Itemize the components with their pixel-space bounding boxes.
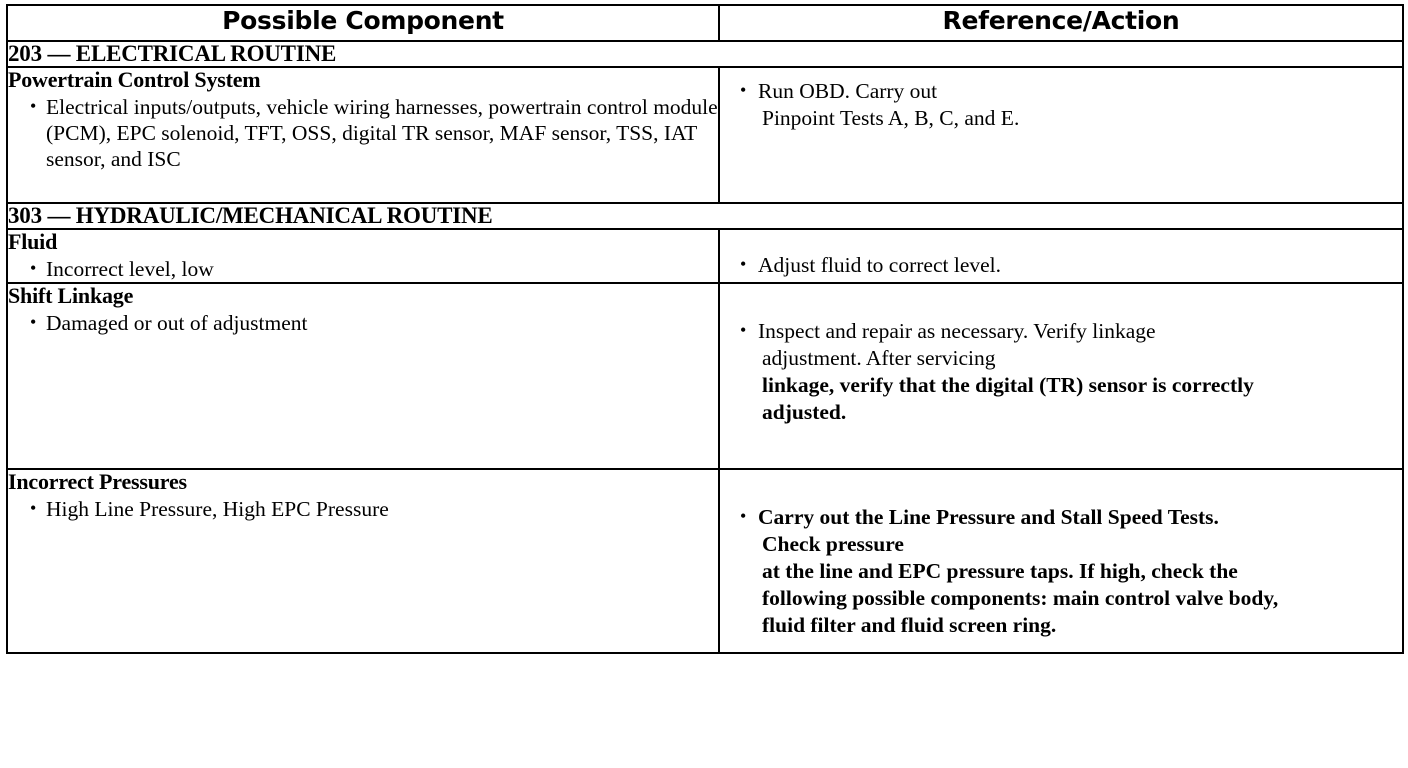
component-bullet-list bbox=[8, 310, 718, 336]
action-line: Pinpoint Tests A, B, C, and E. bbox=[762, 106, 1020, 130]
table-row bbox=[7, 229, 1403, 283]
list-item bbox=[740, 318, 1402, 426]
action-line: adjustment. After servicing bbox=[762, 346, 996, 370]
list-item: • Incorrect level, low bbox=[30, 256, 718, 282]
component-title: Shift Linkage bbox=[8, 283, 134, 308]
list-item: • Damaged or out of adjustment bbox=[30, 310, 718, 336]
action-cell-shift-linkage bbox=[719, 283, 1403, 469]
section-band-electrical-routine: 203 — ELECTRICAL ROUTINE bbox=[7, 41, 1403, 67]
action-cell-powertrain-control-system bbox=[719, 67, 1403, 203]
action-line: fluid filter and fluid screen ring. bbox=[762, 613, 1057, 637]
action-line: Check pressure bbox=[762, 532, 904, 556]
table-header-row bbox=[7, 5, 1403, 41]
component-title: Incorrect Pressures bbox=[8, 469, 187, 494]
component-cell-shift-linkage bbox=[7, 283, 719, 469]
action-line: Carry out the Line Pressure and Stall Speed Tests. bbox=[758, 505, 1219, 529]
list-item bbox=[740, 504, 1402, 639]
component-title: Fluid bbox=[8, 229, 58, 254]
table-row bbox=[7, 469, 1403, 653]
action-line: linkage, verify that the digital (TR) sensor is correctly bbox=[762, 373, 1254, 397]
table-row bbox=[7, 67, 1403, 203]
list-item: • Electrical inputs/outputs, vehicle wiring harnesses, powertrain control module (PCM), EPC solenoid, TFT, OSS, digital TR sensor, MAF sensor, TSS, IAT sensor, and ISC bbox=[30, 94, 718, 172]
list-item: • High Line Pressure, High EPC Pressure bbox=[30, 496, 718, 522]
list-item bbox=[740, 78, 1402, 132]
diagnostic-table bbox=[6, 4, 1404, 654]
action-bullet-list bbox=[740, 68, 1402, 132]
action-cell-incorrect-pressures bbox=[719, 469, 1403, 653]
component-cell-powertrain-control-system bbox=[7, 67, 719, 203]
action-line: at the line and EPC pressure taps. If high, check the bbox=[762, 559, 1238, 583]
section-band-row bbox=[7, 203, 1403, 229]
column-header-possible-component: Possible Component bbox=[7, 5, 719, 41]
table-row bbox=[7, 283, 1403, 469]
action-bullet-list bbox=[740, 284, 1402, 426]
component-title: Powertrain Control System bbox=[8, 67, 261, 92]
section-band-row bbox=[7, 41, 1403, 67]
component-bullet-list bbox=[8, 256, 718, 282]
action-bullet-list bbox=[740, 470, 1402, 639]
component-bullet-list bbox=[8, 496, 718, 522]
action-line: adjusted. bbox=[762, 400, 847, 424]
action-line: following possible components: main control valve body, bbox=[762, 586, 1279, 610]
component-bullet-list bbox=[8, 94, 718, 172]
action-bullet-list bbox=[740, 230, 1402, 279]
action-cell-fluid bbox=[719, 229, 1403, 283]
action-line: Adjust fluid to correct level. bbox=[758, 253, 1001, 277]
list-item bbox=[740, 252, 1402, 279]
column-header-reference-action: Reference/Action bbox=[719, 5, 1403, 41]
component-cell-fluid bbox=[7, 229, 719, 283]
section-band-hydraulic-mechanical-routine: 303 — HYDRAULIC/MECHANICAL ROUTINE bbox=[7, 203, 1403, 229]
action-line: Inspect and repair as necessary. Verify linkage bbox=[758, 319, 1156, 343]
action-line: Run OBD. Carry out bbox=[758, 79, 938, 103]
component-cell-incorrect-pressures bbox=[7, 469, 719, 653]
